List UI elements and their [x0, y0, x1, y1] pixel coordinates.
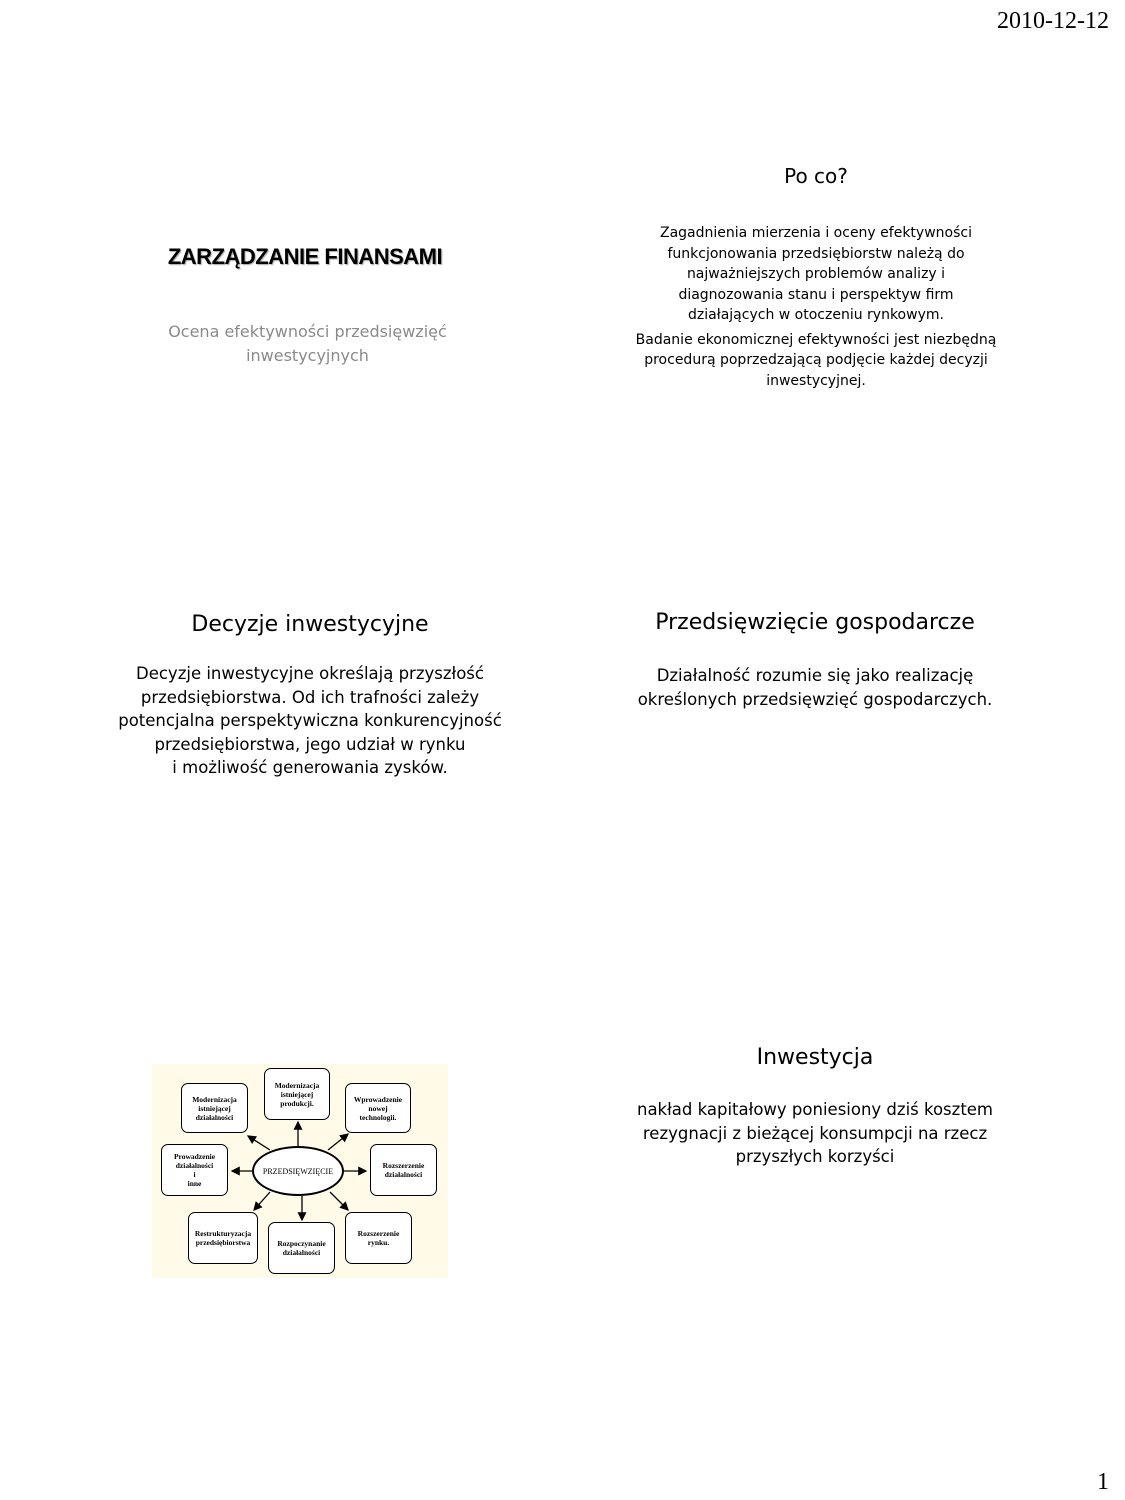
diagram-node-rozszerzenie-dzialalnosci	[370, 1144, 437, 1196]
diagram-node-label: Modernizacja istniejącej działalności	[192, 1094, 237, 1122]
slide6-title: Inwestycja	[756, 1045, 874, 1070]
arrow-up-left	[248, 1136, 270, 1150]
slide2-title: Po co?	[784, 164, 848, 188]
slide1-subtitle: Ocena efektywności przedsięwzięć inwestycyjnych	[168, 322, 447, 365]
slide3-body: Decyzje inwestycyjne określają przyszłość przedsiębiorstwa. Od ich trafności zależy potencjalna perspektywiczna konkurencyjność przedsiębiorstwa, jego udział w rynku i możliwość generowania zysków.	[118, 664, 502, 777]
diagram-node-label: Rozszerzenie działalności	[382, 1161, 425, 1179]
investment-diagram	[152, 1064, 448, 1278]
slide4-title: Przedsięwzięcie gospodarcze	[655, 610, 975, 635]
diagram-node-label: Rozszerzenie rynku.	[357, 1229, 400, 1247]
diagram-node-label: Wprowadzenie nowej technologii.	[353, 1094, 403, 1122]
diagram-node-modernizacja-produkcji	[264, 1068, 330, 1120]
diagram-node-nowa-technologia	[345, 1083, 411, 1133]
diagram-node-prowadzenie-dzialalnosci	[161, 1144, 228, 1196]
diagram-node-label: Modernizacja istniejącej produkcji.	[274, 1080, 320, 1108]
slide3-title: Decyzje inwestycyjne	[191, 612, 429, 637]
arrow-down-right	[330, 1192, 348, 1210]
diagram-node-label: Rozpoczynanie działalności	[277, 1239, 326, 1257]
slide6-body: nakład kapitałowy poniesiony dziś kosztem rezygnacji z bieżącej konsumpcji na rzecz przyszłych korzyści	[636, 1100, 994, 1166]
diagram-node-modernizacja-dzialalnosci	[181, 1083, 248, 1133]
page-number: 1	[1097, 1469, 1109, 1495]
slide4-body: Działalność rozumie się jako realizację określonych przedsięwzięć gospodarczych.	[637, 666, 993, 709]
diagram-node-label: Prowadzenie działalności i inne	[173, 1152, 216, 1188]
diagram-center-label: PRZEDSIĘWZIĘCIE	[262, 1166, 334, 1176]
diagram-node-rozpoczynanie	[268, 1222, 335, 1274]
slide2-paragraph-1: Zagadnienia mierzenia i oceny efektywności funkcjonowania przedsiębiorstw należą do najważniejszych problemów analizy i diagnozowania stanu i perspektyw firm działających w otoczeniu rynkowym.	[660, 225, 972, 323]
arrow-up-right	[328, 1134, 348, 1150]
diagram-center-node	[252, 1146, 344, 1196]
diagram-node-rozszerzenie-rynku	[345, 1212, 412, 1264]
arrow-down-left	[254, 1192, 270, 1210]
slide2-paragraph-2: Badanie ekonomicznej efektywności jest niezbędną procedurą poprzedzającą podjęcie każdej decyzji inwestycyjnej.	[635, 331, 997, 389]
diagram-node-label: Restrukturyzacja przedsiębiorstwa	[194, 1229, 252, 1247]
slide1-title: ZARZĄDZANIE FINANSAMI	[167, 244, 443, 269]
page-date: 2010-12-12	[997, 8, 1109, 34]
diagram-node-restrukturyzacja	[188, 1212, 258, 1264]
slide2-body	[566, 223, 1066, 391]
